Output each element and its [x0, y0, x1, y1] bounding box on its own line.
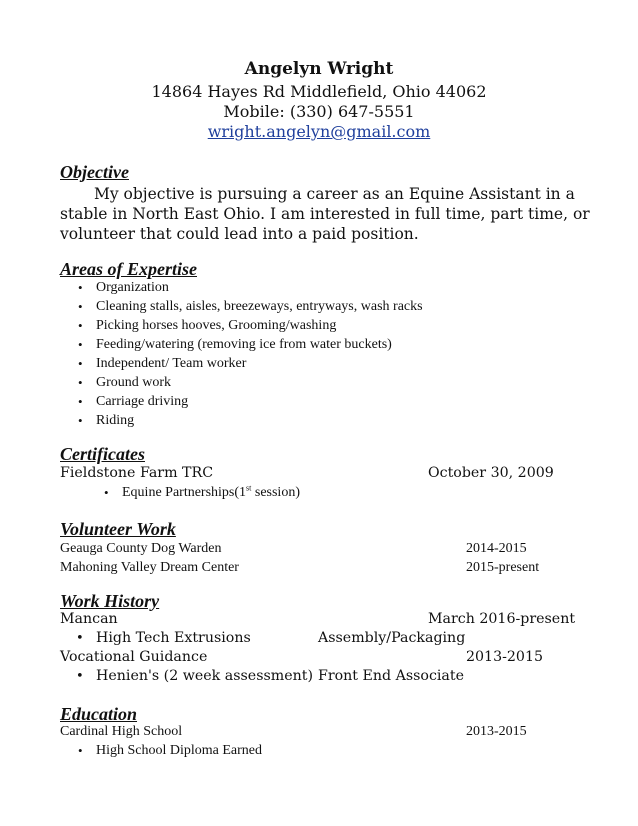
objective-line: My objective is pursuing a career as an Equine Assistant in a	[94, 185, 575, 203]
objective-line: stable in North East Ohio. I am interested in full time, part time, or	[60, 205, 590, 223]
certificates-heading: Certificates	[60, 444, 145, 464]
bullet-icon: •	[78, 318, 83, 333]
certificate-entry	[60, 464, 620, 483]
objective-line: volunteer that could lead into a paid position.	[60, 225, 419, 243]
bullet-icon: •	[76, 631, 84, 646]
certificate-list	[88, 483, 300, 502]
objective-text	[60, 184, 620, 244]
bullet-icon: •	[78, 299, 83, 314]
objective-heading: Objective	[60, 162, 129, 182]
bullet-icon: •	[78, 356, 83, 371]
volunteer-heading: Volunteer Work	[60, 519, 176, 539]
education-heading: Education	[60, 704, 138, 724]
bullet-icon: •	[76, 669, 84, 684]
list-item: • Riding	[78, 413, 135, 428]
address: 14864 Hayes Rd Middlefield, Ohio 44062	[151, 82, 487, 101]
job-row: Mancan March 2016-present	[60, 611, 576, 627]
job-row: Vocational Guidance 2013-2015	[60, 649, 544, 665]
volunteer-list	[60, 539, 620, 577]
expertise-heading: Areas of Expertise	[60, 259, 197, 279]
bullet-icon: •	[78, 743, 83, 758]
bullet-icon: •	[78, 375, 83, 390]
job-detail-row: • High Tech Extrusions Assembly/Packaging	[76, 630, 466, 646]
email-link[interactable]: wright.angelyn@gmail.com	[207, 122, 431, 141]
applicant-name: Angelyn Wright	[244, 59, 394, 79]
list-item: • Equine Partnerships(1st session)	[104, 483, 300, 500]
bullet-icon: •	[78, 337, 83, 352]
list-item: • Picking horses hooves, Grooming/washing	[78, 318, 337, 333]
mobile-phone: Mobile: (330) 647-5551	[223, 102, 415, 121]
list-item: • Ground work	[78, 375, 172, 390]
bullet-icon: •	[78, 413, 83, 428]
certificate-org: Fieldstone Farm TRC	[60, 465, 214, 481]
work-heading: Work History	[60, 591, 160, 611]
education-list	[60, 722, 620, 741]
education-row: Cardinal High School 2013-2015	[60, 724, 527, 739]
bullet-icon: •	[78, 394, 83, 409]
job-detail-row: • Henien's (2 week assessment) Front End Associate	[76, 668, 464, 684]
expertise-list	[62, 278, 423, 430]
education-detail-list	[62, 741, 262, 760]
list-item: • High School Diploma Earned	[78, 743, 263, 758]
work-list	[60, 610, 620, 686]
certificate-date: October 30, 2009	[428, 465, 554, 481]
resume-header	[0, 58, 638, 142]
bullet-icon: •	[104, 485, 109, 500]
list-item: • Cleaning stalls, aisles, breezeways, entryways, wash racks	[78, 299, 423, 314]
volunteer-row: Mahoning Valley Dream Center 2015-present	[60, 560, 540, 575]
list-item: • Feeding/watering (removing ice from water buckets)	[78, 337, 392, 352]
bullet-icon: •	[78, 280, 83, 295]
list-item: • Organization	[78, 280, 169, 295]
list-item: • Carriage driving	[78, 394, 189, 409]
list-item: • Independent/ Team worker	[78, 356, 247, 371]
volunteer-row: Geauga County Dog Warden 2014-2015	[60, 541, 527, 556]
